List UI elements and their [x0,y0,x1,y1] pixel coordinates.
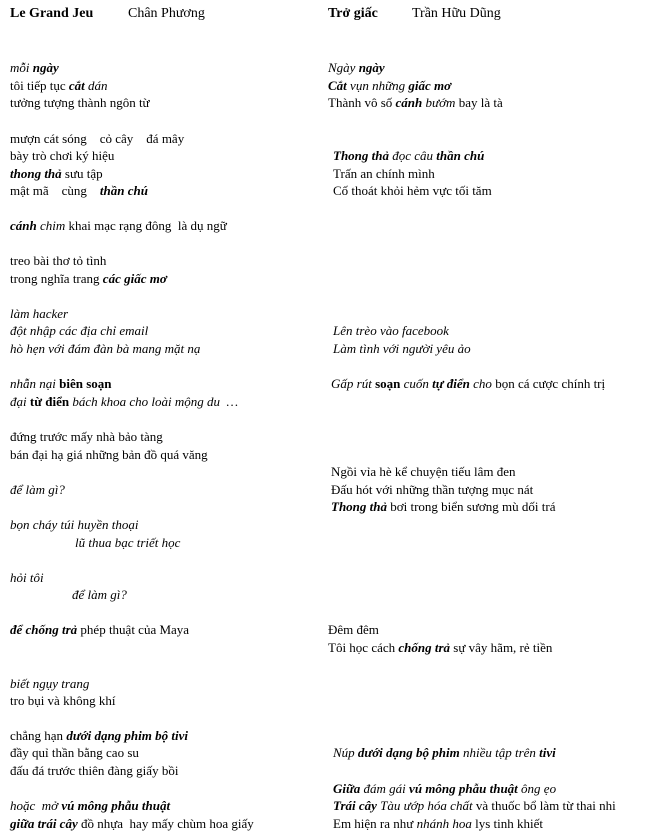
right-poem-line [331,482,533,498]
line-segment: thần chú [99,183,148,198]
line-segment: khai mạc rạng đông là dụ ngữ [65,218,227,233]
right-poem-line [333,341,471,357]
line-segment: cắt [68,78,85,93]
line-segment: dưới dạng bộ phim [357,745,460,760]
right-poem-line [331,464,515,480]
line-segment: Đấu hót với những thần tượng mục nát [331,482,534,497]
right-poem-line [331,499,555,515]
line-segment: treo bài thơ tỏ tình [10,253,107,268]
line-segment: lys tinh khiết [471,816,543,831]
line-segment: dán [84,78,108,93]
line-segment: cánh [395,95,423,110]
line-segment: Trái cây [333,798,377,813]
line-segment: tôi tiếp tục [10,78,69,93]
left-poem-line [10,218,227,234]
left-poem-line [10,570,44,586]
line-segment: Thành vô số [328,95,396,110]
line-segment: mỗi [10,60,33,75]
line-segment: và thuốc bổ làm từ thai nhi [472,798,616,813]
line-segment: lũ thua bạc triết học [75,535,181,550]
line-segment: sưu tập [61,166,103,181]
right-poem-line [333,745,556,761]
left-poem-line [72,587,127,603]
line-segment: đột nhập các địa chỉ email [10,323,149,338]
left-poem-line [10,95,150,111]
left-poem-line [10,622,189,638]
line-segment: Lên trèo vào facebook [333,323,449,338]
left-poem-line [10,131,184,147]
left-poem-line [10,148,114,164]
line-segment: tưởng tượng thành ngôn từ [10,95,150,110]
line-segment: làm hacker [10,306,69,321]
line-segment: để làm gì? [10,482,65,497]
line-segment: chống trả [398,640,451,655]
line-segment: cuốn [400,376,433,391]
line-segment: giấc mơ [408,78,452,93]
right-poem-line [328,60,385,76]
line-segment: soạn [375,376,401,391]
left-poem-line [10,798,170,814]
left-poem-line [10,253,106,269]
line-segment: Núp [333,745,358,760]
line-segment: trong nghĩa trang [10,271,103,286]
line-segment: phép thuật của Maya [77,622,190,637]
line-segment: đứng trước mấy nhà bảo tàng [10,429,163,444]
line-segment: chẳng hạn [10,728,67,743]
right-poem-line [333,166,435,182]
line-segment: mật mã cùng [10,183,100,198]
left-poem-line [10,429,163,445]
line-segment: cánh [10,218,37,233]
line-segment: sự vây hãm, rẻ tiền [450,640,553,655]
left-poem-line [10,447,208,463]
line-segment: ngày [32,60,59,75]
line-segment: Giữa [333,781,361,796]
right-poem-title: Trở giấc [328,6,378,21]
left-poem-line [10,78,108,94]
line-segment: bán đại hạ giá những bản đồ quá văng [10,447,208,462]
left-poem-line [10,676,89,692]
line-segment: nhánh hoa [416,816,472,831]
left-poem-author: Chân Phương [128,6,205,21]
line-segment: Ngồi vỉa hè kể chuyện tiếu lâm đen [331,464,516,479]
right-poem-line [333,781,556,797]
line-segment: tro bụi và không khí [10,693,116,708]
line-segment: ông ẹo [517,781,557,796]
line-segment: Gấp rút [331,376,376,391]
line-segment: bách khoa cho loài mộng du … [69,394,239,409]
line-segment: Em hiện ra như [333,816,417,831]
line-segment: đại [10,394,30,409]
line-segment: đồ nhựa hay mấy chùm hoa giấy [77,816,254,831]
line-segment: đấu đá trước thiên đàng giấy bồi [10,763,179,778]
left-poem-line [10,323,148,339]
line-segment: vú mông phẫu thuật [409,781,518,796]
right-poem-line [333,816,543,832]
right-poem-line [328,622,379,638]
line-segment: Ngày [328,60,359,75]
right-poem-line [328,78,451,94]
right-poem-author: Trần Hữu Dũng [412,6,501,21]
line-segment: thong thả [10,166,62,181]
line-segment: vú mông phẫu thuật [61,798,171,813]
line-segment: các giấc mơ [102,271,167,286]
right-poem-line [333,183,492,199]
line-segment: ngày [358,60,385,75]
line-segment: đám gái [360,781,410,796]
line-segment: cho [469,376,492,391]
left-poem-line [10,166,103,182]
left-poem-line [10,341,200,357]
line-segment: hỏi tôi [10,570,44,585]
line-segment: bay là tà [455,95,503,110]
left-poem-line [10,60,59,76]
left-poem-line [10,728,188,744]
line-segment: tự điển [432,376,470,391]
line-segment: bọn cháy túi huyền thoại [10,517,139,532]
right-poem-line [328,95,503,111]
line-segment: nhiều tập trên [459,745,540,760]
line-segment: đọc câu [389,148,437,163]
line-segment: để làm gì? [72,587,127,602]
line-segment: Trấn an chính mình [333,166,435,181]
line-segment: từ điển [29,394,70,409]
line-segment: Tàu ướp hóa chất [376,798,473,813]
line-segment: để chống trả [10,622,78,637]
left-poem-line [10,482,65,498]
line-segment: giữa trái cây [10,816,78,831]
right-poem-line [333,148,484,164]
line-segment: Thong thả [333,148,389,163]
left-poem-line [10,745,139,761]
line-segment: bướm [422,95,456,110]
line-segment: tivi [539,745,556,760]
right-poem-line [331,376,605,392]
line-segment: thần chú [436,148,485,163]
line-segment: biên soạn [59,376,112,391]
left-poem-line [10,763,178,779]
left-poem-line [75,535,180,551]
right-poem-line [333,798,616,814]
left-poem-line [10,693,115,709]
line-segment: bày trò chơi ký hiệu [10,148,115,163]
line-segment: đầy quỉ thần bằng cao su [10,745,139,760]
line-segment: chim [36,218,66,233]
line-segment: Thong thả [331,499,387,514]
left-poem-title: Le Grand Jeu [10,6,94,21]
line-segment: Đêm đêm [328,622,379,637]
line-segment: biết ngụy trang [10,676,90,691]
line-segment: vụn những [346,78,409,93]
line-segment: Cắt [328,78,347,93]
left-poem-line [10,394,238,410]
left-poem-line [10,183,148,199]
right-poem-line [333,323,449,339]
line-segment: mượn cát sóng cỏ cây đá mây [10,131,185,146]
right-poem-line [328,640,552,656]
line-segment: dưới dạng phim bộ tivi [66,728,188,743]
left-poem-line [10,517,139,533]
line-segment: hò hẹn với đám đàn bà mang mặt nạ [10,341,201,356]
line-segment: bơi trong biển sương mù dối trá [387,499,556,514]
line-segment: Tôi học cách [328,640,399,655]
left-poem-line [10,376,112,392]
line-segment: Làm tình với người yêu ảo [333,341,471,356]
line-segment: hoặc mở [10,798,62,813]
line-segment: nhẫn nại [10,376,60,391]
left-poem-line [10,816,254,832]
left-poem-line [10,306,68,322]
line-segment: Cố thoát khỏi hẻm vực tối tăm [333,183,492,198]
line-segment: bọn cá cược chính trị [491,376,606,391]
left-poem-line [10,271,167,287]
